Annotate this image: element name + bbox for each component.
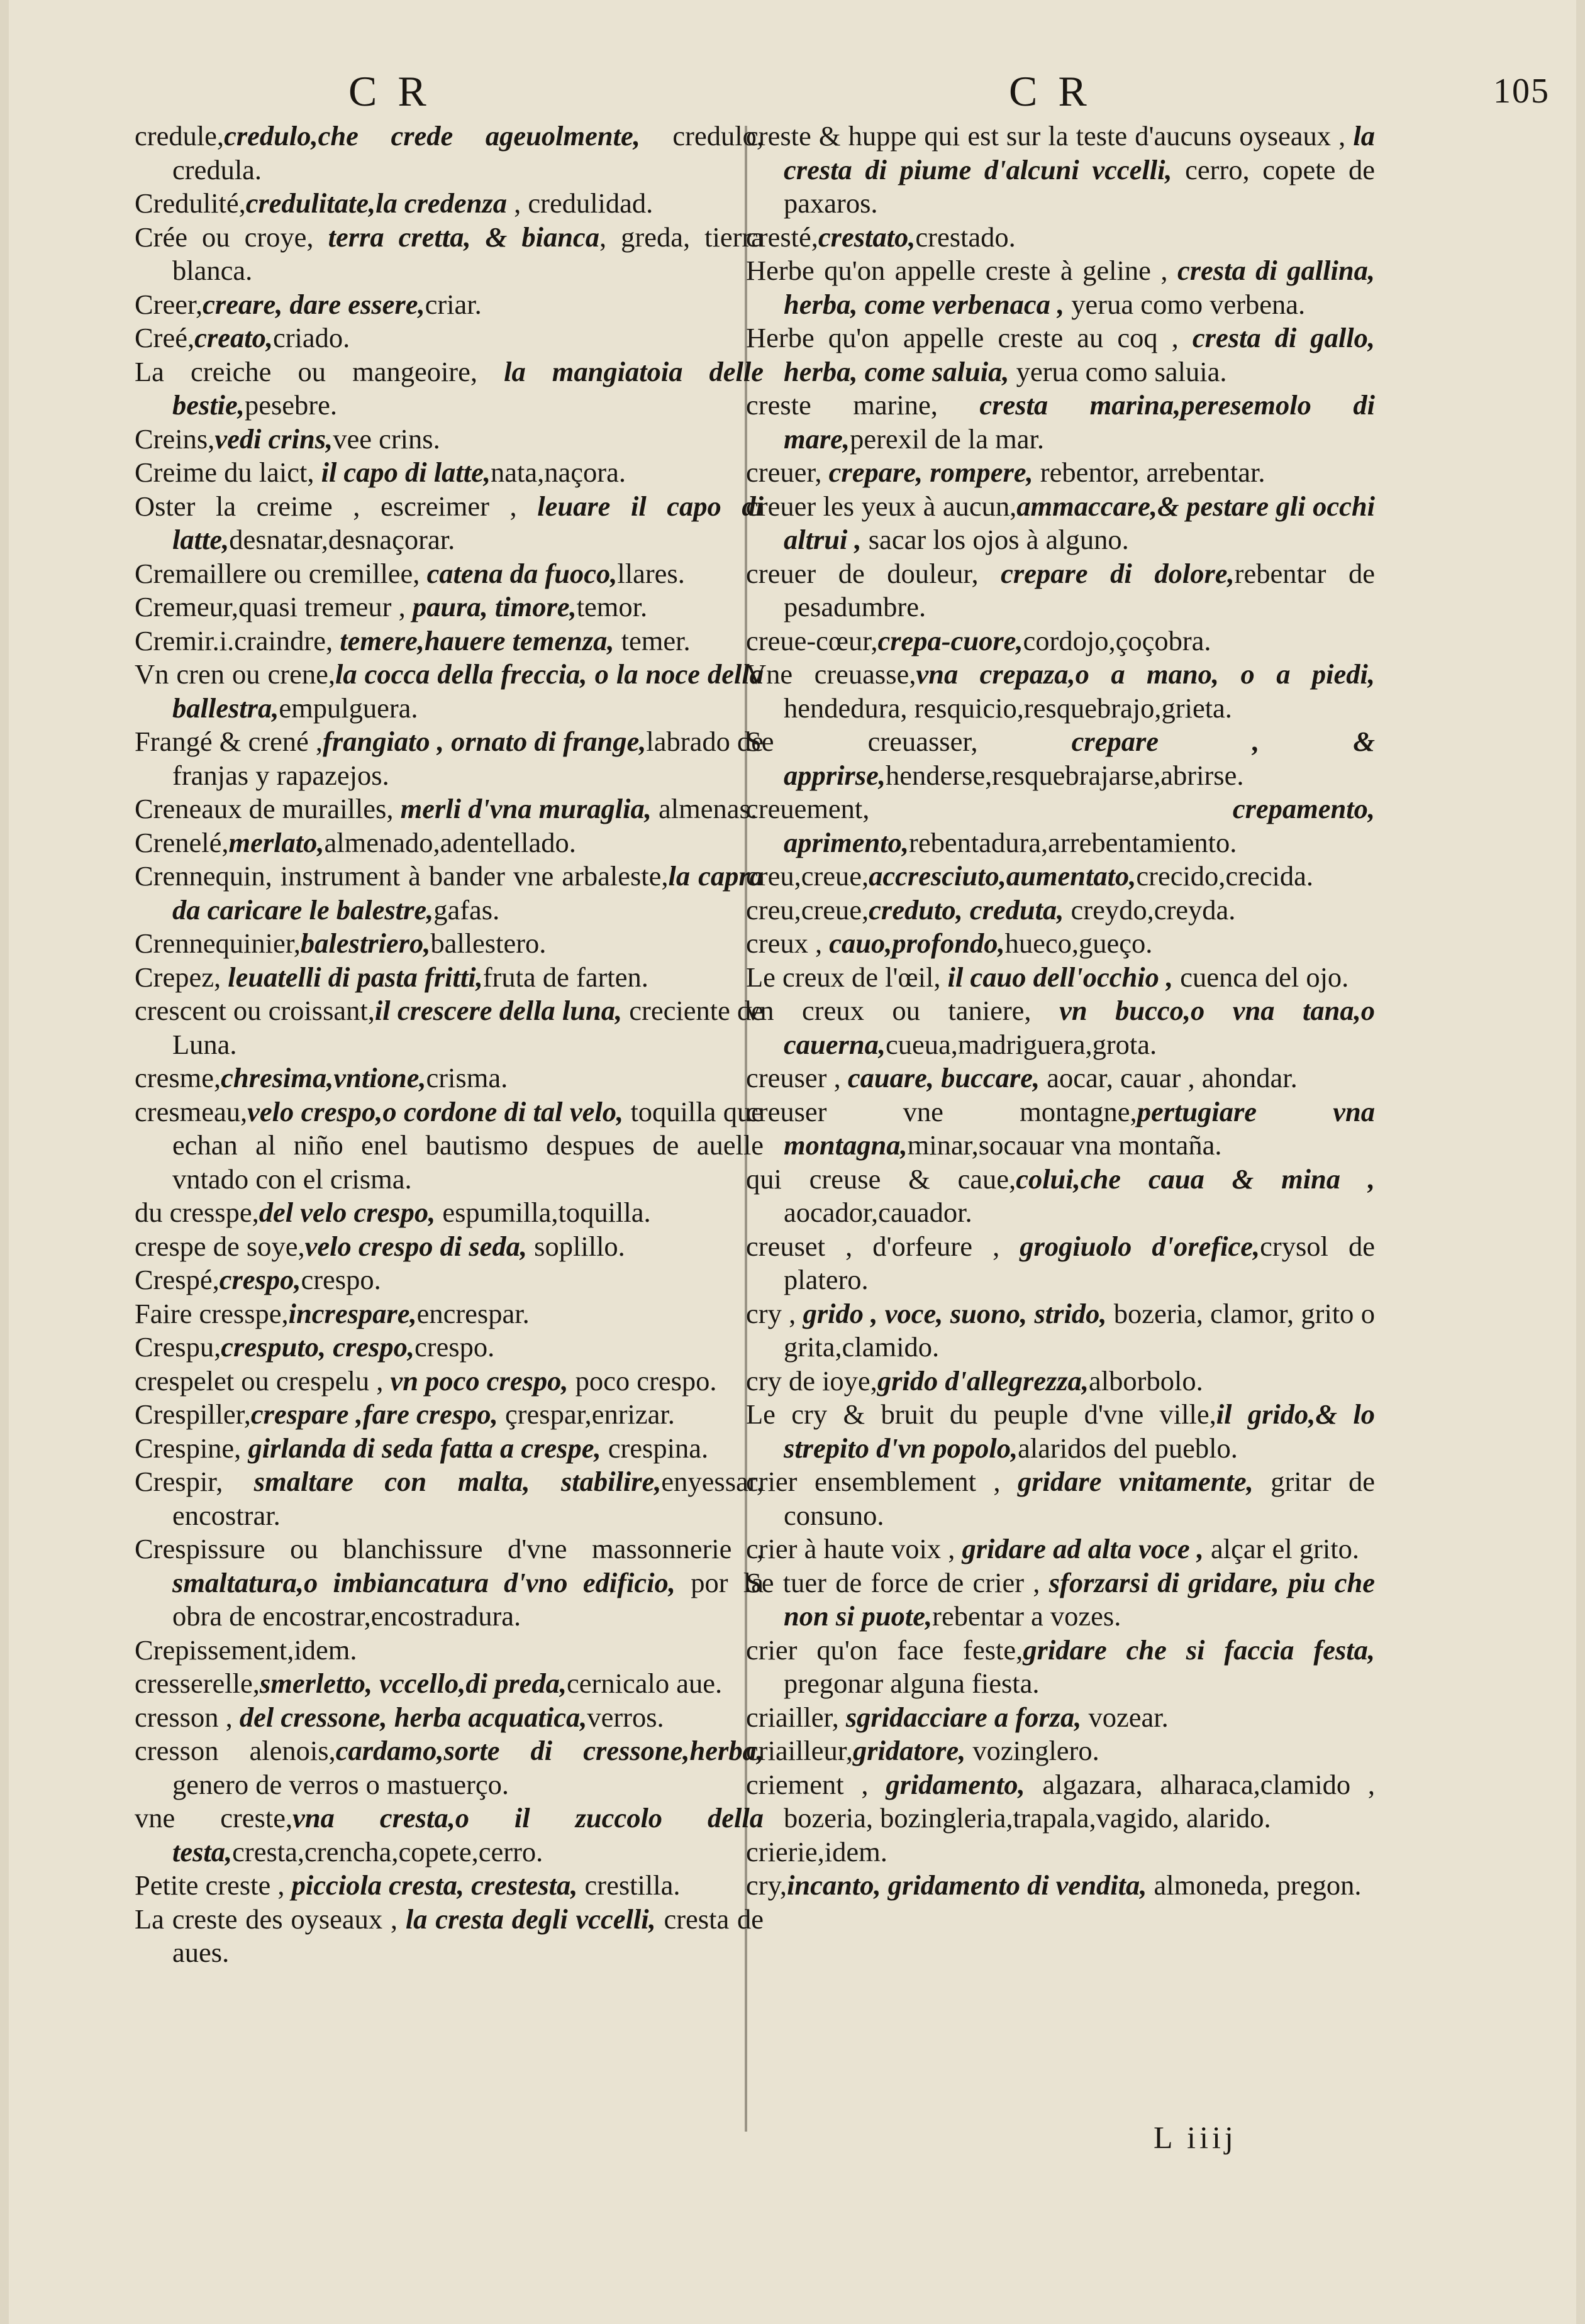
- headword: crespe de soye,: [135, 1230, 305, 1262]
- italian-gloss: creato,: [194, 322, 273, 353]
- italian-gloss: balestriero,: [300, 927, 431, 959]
- italian-gloss: il capo di latte,: [321, 456, 491, 488]
- italian-gloss: colui,che caua & mina ,: [1016, 1163, 1375, 1195]
- headword: crier qu'on face feste,: [746, 1634, 1023, 1666]
- spanish-gloss: fruta de farten.: [482, 961, 648, 993]
- headword: Crée ou croye,: [135, 221, 328, 253]
- spanish-gloss: almenado,adentellado.: [324, 826, 576, 858]
- spanish-gloss: , greda, tierra blanca.: [172, 221, 764, 286]
- headword: qui creuse & caue,: [746, 1163, 1016, 1195]
- headword: crespelet ou crespelu ,: [135, 1364, 391, 1397]
- dictionary-entry: [135, 119, 764, 187]
- italian-gloss: gridare vnitamente,: [1017, 1466, 1254, 1497]
- italian-gloss: pertugiare vna montagna,: [784, 1095, 1375, 1161]
- headword: Le creux de l'œil,: [746, 961, 948, 993]
- italian-gloss: merlato,: [228, 826, 325, 858]
- dictionary-entry: [135, 1196, 764, 1230]
- spanish-gloss: algazara, alharaca,clamido , bozeria, bozingleria,trapala,vagido, alarido.: [784, 1768, 1375, 1834]
- dictionary-entry: [746, 1835, 1375, 1869]
- dictionary-entry: [746, 1297, 1375, 1364]
- italian-gloss: smerletto, vccello,di preda,: [259, 1668, 567, 1699]
- spanish-gloss: almenas.: [651, 793, 757, 824]
- spanish-gloss: crecido,crecida.: [1136, 860, 1313, 892]
- dictionary-entry: [135, 1634, 764, 1668]
- dictionary-entry: [135, 423, 764, 456]
- headword: Creime du laict,: [135, 456, 321, 488]
- italian-gloss: increspare,: [288, 1297, 417, 1329]
- dictionary-entry: [135, 1734, 764, 1801]
- italian-gloss: cresta marina,peresemolo di mare,: [784, 389, 1375, 455]
- dictionary-entry: [135, 658, 764, 725]
- dictionary-entry: [746, 725, 1375, 792]
- dictionary-entry: [746, 1061, 1375, 1095]
- headword: cresserelle,: [135, 1668, 260, 1699]
- italian-gloss: vna cresta,o il zuccolo della testa,: [172, 1802, 764, 1868]
- dictionary-entry: [135, 355, 764, 423]
- headword: criement ,: [746, 1768, 886, 1800]
- headword: cry ,: [746, 1297, 803, 1329]
- dictionary-entry: [135, 321, 764, 355]
- spanish-gloss: rebentadura,arrebentamiento.: [909, 826, 1237, 858]
- dictionary-entry: [746, 624, 1375, 658]
- spanish-gloss: verros.: [587, 1701, 664, 1733]
- spanish-gloss: gritar de consuno.: [784, 1466, 1375, 1531]
- italian-gloss: sforzarsi di gridare, piu che non si puote,: [784, 1566, 1375, 1632]
- headword: creuer de douleur,: [746, 557, 1001, 589]
- dictionary-entry: [135, 994, 764, 1061]
- headword: Crespu,: [135, 1331, 221, 1363]
- headword: Creer,: [135, 288, 203, 320]
- italian-gloss: incanto, gridamento di vendita,: [787, 1869, 1147, 1901]
- dictionary-entry: [746, 1566, 1375, 1634]
- dictionary-entry: [135, 624, 764, 658]
- spanish-gloss: llares.: [617, 557, 685, 589]
- dictionary-entry: [135, 860, 764, 927]
- headword: Crespiller,: [135, 1398, 251, 1430]
- spanish-gloss: minar,socauar vna montaña.: [907, 1129, 1222, 1161]
- headword: crier à haute voix ,: [746, 1533, 962, 1564]
- headword: Creé,: [135, 322, 195, 353]
- dictionary-entry: [746, 1230, 1375, 1297]
- dictionary-entry: [135, 187, 764, 221]
- italian-gloss: la cresta di piume d'alcuni vccelli,: [784, 120, 1375, 185]
- dictionary-entry: [135, 221, 764, 288]
- italian-gloss: accresciuto,aumentato,: [869, 860, 1137, 892]
- dictionary-entry: [135, 1331, 764, 1364]
- headword: Vn cren ou crene,: [135, 658, 335, 690]
- italian-gloss: vn bucco,o vna tana,o cauerna,: [784, 995, 1375, 1060]
- dictionary-entry: [746, 119, 1375, 221]
- headword: creu,creue,: [746, 894, 869, 926]
- spanish-gloss: cresta de aues.: [172, 1903, 764, 1968]
- dictionary-entry: [135, 961, 764, 995]
- headword: cry de ioye,: [746, 1364, 877, 1397]
- headword: Crespissure ou blanchissure d'vne massonnerie ,: [135, 1533, 764, 1564]
- spanish-gloss: crespo.: [414, 1331, 495, 1363]
- dictionary-entry: [135, 1801, 764, 1869]
- headword: crier ensemblement ,: [746, 1466, 1018, 1497]
- dictionary-entry: [135, 1465, 764, 1532]
- headword: Crespine,: [135, 1432, 248, 1464]
- spanish-gloss: aocador,cauador.: [784, 1197, 972, 1228]
- dictionary-entry: [746, 1768, 1375, 1835]
- spanish-gloss: crisma.: [426, 1062, 508, 1093]
- spanish-gloss: empulguera.: [279, 692, 418, 724]
- dictionary-entry: [746, 389, 1375, 456]
- dictionary-entry: [135, 1903, 764, 1970]
- dictionary-entry: [135, 557, 764, 591]
- dictionary-entry: [135, 1263, 764, 1297]
- spanish-gloss: vozear.: [1081, 1701, 1169, 1733]
- dictionary-entry: [135, 826, 764, 860]
- spanish-gloss: rebentor, arrebentar.: [1033, 456, 1265, 488]
- headword: Herbe qu'on appelle creste à geline ,: [746, 255, 1177, 286]
- italian-gloss: gridare ad alta voce ,: [962, 1533, 1204, 1564]
- spanish-gloss: rebentar a vozes.: [932, 1600, 1121, 1632]
- headword: vn creux ou taniere,: [746, 995, 1060, 1026]
- dictionary-entry: [746, 1364, 1375, 1398]
- italian-gloss: picciola cresta, crestesta,: [291, 1869, 578, 1901]
- page-number: 105: [1493, 72, 1550, 111]
- italian-gloss: crepamento, aprimento,: [784, 793, 1375, 858]
- headword: creste & huppe qui est sur la teste d'aucuns oyseaux ,: [746, 120, 1354, 152]
- dictionary-entry: [135, 927, 764, 961]
- dictionary-entry: [746, 1095, 1375, 1163]
- spanish-gloss: sacar los ojos à alguno.: [861, 524, 1129, 555]
- dictionary-entry: [135, 1869, 764, 1903]
- spanish-gloss: vee crins.: [333, 423, 440, 455]
- headword: Petite creste ,: [135, 1869, 292, 1901]
- headword: cresme,: [135, 1062, 221, 1093]
- italian-gloss: crepare di dolore,: [1001, 557, 1235, 589]
- italian-gloss: cardamo,sorte di cressone,herba,: [335, 1735, 764, 1766]
- headword: Se creuasser,: [746, 726, 1072, 757]
- spanish-gloss: pesebre.: [244, 389, 337, 421]
- dictionary-entry: [135, 1061, 764, 1095]
- spanish-gloss: cerro, copete de paxaros.: [784, 153, 1375, 219]
- spanish-gloss: espumilla,toquilla.: [435, 1197, 651, 1228]
- spanish-gloss: pregonar alguna fiesta.: [784, 1668, 1040, 1699]
- headword: Frangé & crené ,: [135, 726, 323, 757]
- spanish-gloss: bozeria, clamor, grito o grita,clamido.: [784, 1297, 1376, 1363]
- headword: Crenelé,: [135, 826, 229, 858]
- dictionary-entry: [746, 927, 1375, 961]
- italian-gloss: la cresta degli vccelli,: [405, 1903, 656, 1935]
- dictionary-entry: [746, 792, 1375, 860]
- spanish-gloss: henderse,resquebrajarse,abrirse.: [885, 759, 1244, 791]
- headword: creuset , d'orfeure ,: [746, 1230, 1020, 1262]
- headword: Cremaillere ou cremillee,: [135, 557, 427, 589]
- dictionary-entry: [746, 1465, 1375, 1532]
- italian-gloss: crepare, rompere,: [828, 456, 1033, 488]
- italian-gloss: leuare il capo di latte,: [172, 490, 764, 555]
- spanish-gloss: enyessar, encostrar.: [172, 1466, 764, 1531]
- italian-gloss: velo crespo,o cordone di tal velo,: [247, 1095, 624, 1127]
- headword: La creste des oyseaux ,: [135, 1903, 406, 1935]
- dictionary-entry: [135, 1364, 764, 1398]
- spanish-gloss: genero de verros o mastuerço.: [172, 1768, 509, 1800]
- spanish-gloss: , credulidad.: [507, 187, 653, 219]
- headword: cresson alenois,: [135, 1735, 336, 1766]
- headword: credule,: [135, 120, 225, 152]
- italian-gloss: il grido,& lo strepito d'vn popolo,: [784, 1398, 1376, 1464]
- italian-gloss: crestato,: [818, 221, 916, 253]
- spanish-gloss: cueua,madriguera,grota.: [885, 1028, 1157, 1060]
- italian-gloss: velo crespo di seda,: [304, 1230, 528, 1262]
- italian-gloss: la cocca della freccia, o la noce della ballestra,: [172, 658, 764, 724]
- running-head-right: C R: [1009, 67, 1092, 115]
- spanish-gloss: crespina.: [601, 1432, 709, 1464]
- italian-gloss: sgridacciare a forza,: [845, 1701, 1082, 1733]
- dictionary-entry: [746, 1734, 1375, 1768]
- dictionary-entry: [135, 288, 764, 322]
- italian-gloss: credulo,che crede ageuolmente,: [224, 120, 640, 152]
- dictionary-entry: [135, 725, 764, 792]
- running-head-left: C R: [348, 67, 431, 115]
- spanish-gloss: çrespar,enrizar.: [498, 1398, 675, 1430]
- headword: Crespir,: [135, 1466, 254, 1497]
- dictionary-entry: [746, 658, 1375, 725]
- headword: Se tuer de force de crier ,: [746, 1566, 1049, 1598]
- spanish-gloss: alçar el grito.: [1203, 1533, 1359, 1564]
- dictionary-entry: [135, 456, 764, 490]
- italian-gloss: il crescere della luna,: [374, 995, 623, 1026]
- dictionary-entry: [135, 490, 764, 557]
- spanish-gloss: ballestero.: [430, 927, 547, 959]
- italian-gloss: vn poco crespo,: [390, 1364, 569, 1397]
- spanish-gloss: cernicalo aue.: [567, 1668, 723, 1699]
- dictionary-entry: [135, 1667, 764, 1701]
- spanish-gloss: por la obra de encostrar,encostradura.: [172, 1566, 764, 1632]
- headword: crescent ou croissant,: [135, 995, 375, 1026]
- dictionary-entry: [135, 792, 764, 826]
- left-column: [135, 119, 764, 1970]
- spanish-gloss: desnatar,desnaçorar.: [229, 524, 455, 555]
- dictionary-entry: [746, 894, 1375, 927]
- dictionary-entry: [746, 1701, 1375, 1735]
- italian-gloss: il cauo dell'occhio ,: [947, 961, 1174, 993]
- headword: crierie,idem.: [746, 1835, 887, 1868]
- headword: Cremeur,quasi tremeur ,: [135, 591, 413, 622]
- dictionary-entry: [746, 1634, 1375, 1701]
- headword: Crespé,: [135, 1264, 220, 1295]
- headword: creuement,: [746, 793, 1233, 824]
- spanish-gloss: credulo, credula.: [172, 120, 764, 185]
- spanish-gloss: cordojo,çoçobra.: [1023, 624, 1211, 656]
- headword: creue-cœur,: [746, 624, 878, 656]
- dictionary-entry: [135, 1398, 764, 1432]
- headword: creuer,: [746, 456, 829, 488]
- italian-gloss: smaltatura,o imbiancatura d'vno edificio,: [172, 1566, 676, 1598]
- spanish-gloss: alaridos del pueblo.: [1018, 1432, 1238, 1464]
- spanish-gloss: temer.: [614, 624, 691, 656]
- italian-gloss: la capra da caricare le balestre,: [172, 860, 764, 926]
- headword: criailler,: [746, 1701, 846, 1733]
- italian-gloss: cresta di gallo, herba, come saluia,: [784, 322, 1375, 387]
- dictionary-entry: [746, 254, 1375, 321]
- italian-gloss: crespare ,fare crespo,: [250, 1398, 498, 1430]
- italian-gloss: vna crepaza,o a mano, o a piedi,: [916, 658, 1375, 690]
- italian-gloss: gridare che si faccia festa,: [1023, 1634, 1375, 1666]
- dictionary-entry: [746, 1398, 1375, 1465]
- italian-gloss: paura, timore,: [412, 591, 577, 622]
- italian-gloss: crepa-cuore,: [877, 624, 1023, 656]
- book-page: [9, 0, 1576, 2324]
- italian-gloss: ammaccare,& pestare gli occhi altrui ,: [784, 490, 1375, 555]
- italian-gloss: merli d'vna muraglia,: [400, 793, 652, 824]
- headword: Vne creuasse,: [746, 658, 916, 690]
- dictionary-entry: [746, 221, 1375, 255]
- spanish-gloss: creydo,creyda.: [1064, 894, 1236, 926]
- italian-gloss: gridamento,: [886, 1768, 1025, 1800]
- italian-gloss: girlanda di seda fatta a crespe,: [248, 1432, 601, 1464]
- spanish-gloss: hueco,gueço.: [1004, 927, 1153, 959]
- headword: Cremir.i.craindre,: [135, 624, 340, 656]
- italian-gloss: temere,hauere temenza,: [340, 624, 615, 656]
- headword: Crennequin, instrument à bander vne arbaleste,: [135, 860, 669, 892]
- spanish-gloss: crestado.: [915, 221, 1016, 253]
- dictionary-entry: [746, 456, 1375, 490]
- dictionary-entry: [135, 1701, 764, 1735]
- spanish-gloss: aocar, cauar , ahondar.: [1040, 1062, 1298, 1093]
- italian-gloss: cresputo, crespo,: [221, 1331, 414, 1363]
- headword: Crepez,: [135, 961, 228, 993]
- spanish-gloss: soplillo.: [527, 1230, 625, 1262]
- headword: creuer les yeux à aucun,: [746, 490, 1017, 522]
- spanish-gloss: temor.: [576, 591, 648, 622]
- spanish-gloss: vozinglero.: [965, 1735, 1099, 1766]
- headword: creste marine,: [746, 389, 980, 421]
- italian-gloss: crespo,: [219, 1264, 301, 1295]
- headword: Crepissement,idem.: [135, 1634, 357, 1666]
- dictionary-entry: [746, 490, 1375, 557]
- spanish-gloss: nata,naçora.: [491, 456, 626, 488]
- spanish-gloss: toquilla que echan al niño enel bautismo despues de auelle vntado con el crisma.: [172, 1095, 764, 1195]
- dictionary-entry: [746, 1532, 1375, 1566]
- headword: criailleur,: [746, 1735, 853, 1766]
- spanish-gloss: cresta,crencha,copete,cerro.: [232, 1835, 543, 1868]
- headword: creuser ,: [746, 1062, 848, 1093]
- headword: du cresspe,: [135, 1197, 259, 1228]
- italian-gloss: cauare, buccare,: [847, 1062, 1040, 1093]
- spanish-gloss: almoneda, pregon.: [1147, 1869, 1362, 1901]
- headword: creux ,: [746, 927, 830, 959]
- spanish-gloss: labrado de franjas y rapazejos.: [172, 726, 764, 791]
- headword: Credulité,: [135, 187, 246, 219]
- spanish-gloss: gafas.: [433, 894, 500, 926]
- dictionary-entry: [135, 1095, 764, 1197]
- right-column: [746, 119, 1375, 1903]
- italian-gloss: terra cretta, & bianca: [328, 221, 599, 253]
- headword: cresson ,: [135, 1701, 240, 1733]
- headword: creuser vne montagne,: [746, 1095, 1137, 1127]
- headword: Creneaux de murailles,: [135, 793, 401, 824]
- dictionary-entry: [746, 321, 1375, 389]
- spanish-gloss: yerua como saluia.: [1009, 355, 1227, 387]
- spanish-gloss: crysol de platero.: [784, 1230, 1375, 1295]
- italian-gloss: cauo,profondo,: [829, 927, 1005, 959]
- italian-gloss: credulitate,la credenza: [245, 187, 507, 219]
- headword: creu,creue,: [746, 860, 869, 892]
- headword: Oster la creime , escreimer ,: [135, 490, 538, 522]
- dictionary-entry: [746, 860, 1375, 894]
- italian-gloss: leuatelli di pasta fritti,: [228, 961, 483, 993]
- italian-gloss: del cressone, herba acquatica,: [239, 1701, 587, 1733]
- headword: La creiche ou mangeoire,: [135, 355, 504, 387]
- spanish-gloss: rebentar de pesadumbre.: [784, 557, 1375, 622]
- spanish-gloss: crespo.: [301, 1264, 381, 1295]
- italian-gloss: del velo crespo,: [259, 1197, 436, 1228]
- italian-gloss: vedi crins,: [214, 423, 333, 455]
- italian-gloss: gridatore,: [852, 1735, 966, 1766]
- headword: Creins,: [135, 423, 215, 455]
- italian-gloss: grido d'allegrezza,: [877, 1364, 1089, 1397]
- italian-gloss: grogiuolo d'orefice,: [1020, 1230, 1260, 1262]
- spanish-gloss: hendedura, resquicio,resquebrajo,grieta.: [784, 692, 1232, 724]
- headword: cresté,: [746, 221, 818, 253]
- headword: cry,: [746, 1869, 787, 1901]
- spanish-gloss: perexil de la mar.: [850, 423, 1044, 455]
- italian-gloss: smaltare con malta, stabilire,: [253, 1466, 662, 1497]
- spanish-gloss: yerua como verbena.: [1064, 288, 1306, 320]
- headword: Le cry & bruit du peuple d'vne ville,: [746, 1398, 1216, 1430]
- italian-gloss: cresta di gallina, herba, come verbenaca ,: [784, 255, 1375, 320]
- spanish-gloss: alborbolo.: [1089, 1364, 1203, 1397]
- dictionary-entry: [135, 1532, 764, 1634]
- dictionary-entry: [746, 994, 1375, 1061]
- spanish-gloss: criado.: [272, 322, 350, 353]
- italian-gloss: chresima,vntione,: [221, 1062, 426, 1093]
- italian-gloss: grido , voce, suono, strido,: [803, 1297, 1107, 1329]
- dictionary-entry: [135, 1432, 764, 1466]
- italian-gloss: catena da fuoco,: [426, 557, 618, 589]
- spanish-gloss: creciente de Luna.: [172, 995, 764, 1060]
- headword: Herbe qu'on appelle creste au coq ,: [746, 322, 1193, 353]
- dictionary-entry: [746, 1163, 1375, 1230]
- dictionary-entry: [135, 1297, 764, 1331]
- spanish-gloss: cuenca del ojo.: [1173, 961, 1349, 993]
- signature-mark: L iiij: [1154, 2120, 1237, 2155]
- spanish-gloss: poco crespo.: [568, 1364, 717, 1397]
- dictionary-entry: [135, 1230, 764, 1264]
- dictionary-entry: [746, 557, 1375, 624]
- italian-gloss: creare, dare essere,: [203, 288, 425, 320]
- spanish-gloss: criar.: [425, 288, 482, 320]
- spanish-gloss: encrespar.: [416, 1297, 530, 1329]
- headword: vne creste,: [135, 1802, 293, 1834]
- headword: cresmeau,: [135, 1095, 248, 1127]
- italian-gloss: creduto, creduta,: [869, 894, 1064, 926]
- dictionary-entry: [746, 961, 1375, 995]
- headword: Faire cresspe,: [135, 1297, 289, 1329]
- italian-gloss: la mangiatoia delle bestie,: [172, 355, 764, 421]
- spanish-gloss: crestilla.: [577, 1869, 681, 1901]
- dictionary-entry: [135, 590, 764, 624]
- headword: Crennequinier,: [135, 927, 301, 959]
- dictionary-entry: [746, 1869, 1375, 1903]
- italian-gloss: crepare , & apprirse,: [784, 726, 1375, 791]
- italian-gloss: frangiato , ornato di frange,: [323, 726, 647, 757]
